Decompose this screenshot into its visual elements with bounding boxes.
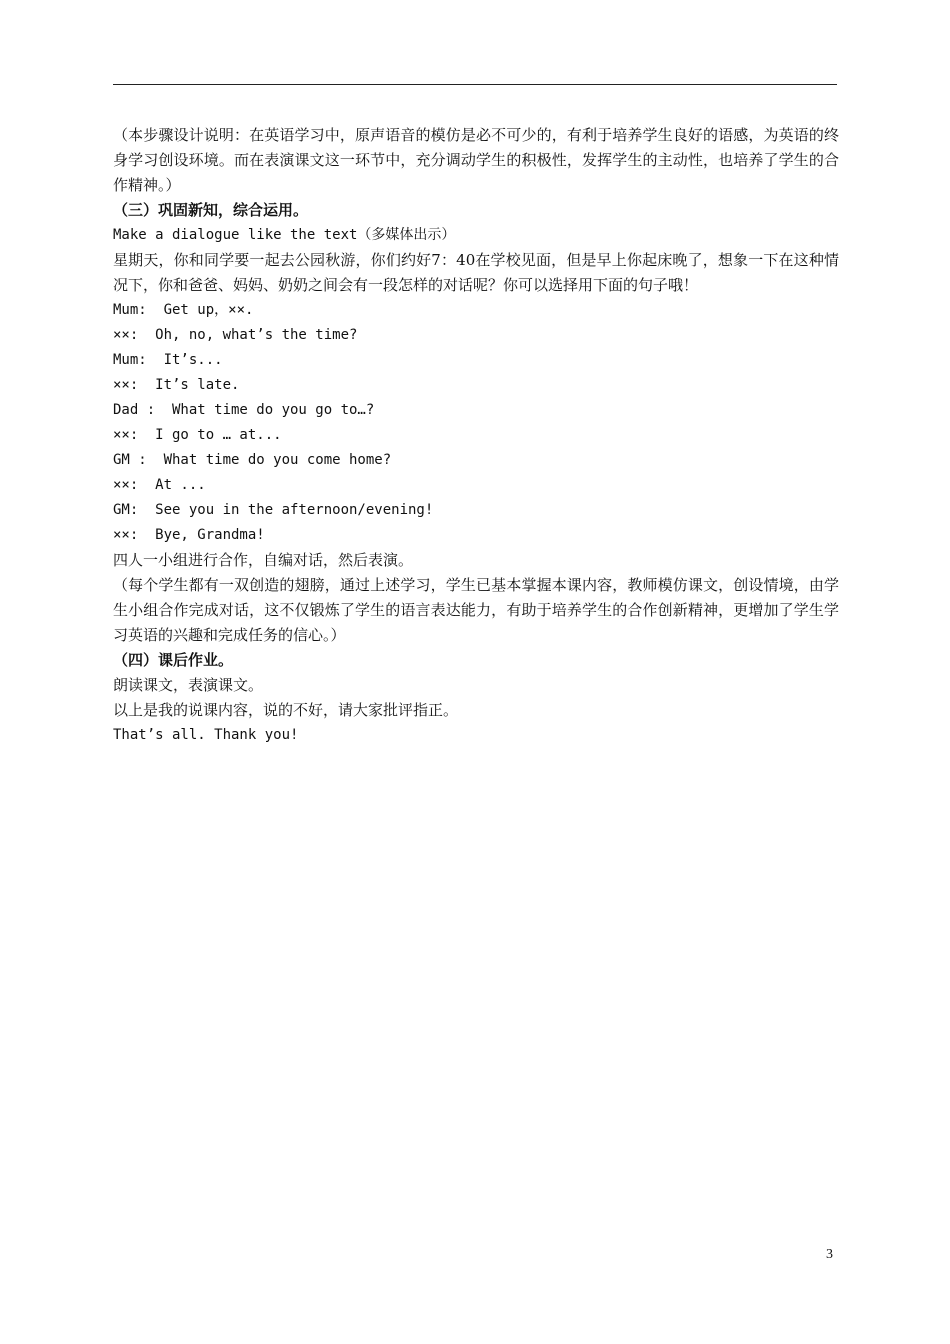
rationale-paragraph: （每个学生都有一双创造的翅膀，通过上述学习，学生已基本掌握本课内容，教师模仿课文，创设情境，由学生小组合作完成对话，这不仅锻炼了学生的语言表达能力，有助于培养学生的合作创新精神，更增加了学生学习英语的兴趣和完成任务的信心。）: [113, 576, 839, 644]
section-heading-consolidate: （三）巩固新知，综合运用。: [113, 201, 309, 219]
dialogue-line: ××: At ...: [113, 477, 206, 493]
page-number: 3: [826, 1247, 833, 1262]
dialogue-line: ××: I go to … at...: [113, 427, 282, 443]
task-instruction: Make a dialogue like the text（多媒体出示）: [113, 227, 456, 243]
dialogue-line: GM: See you in the afternoon/evening!: [113, 502, 434, 518]
scenario-paragraph: 星期天，你和同学要一起去公园秋游，你们约好7：40在学校见面，但是早上你起床晚了，想象一下在这种情况下，你和爸爸、妈妈、奶奶之间会有一段怎样的对话呢？你可以选择用下面的句子哦！: [113, 251, 839, 294]
document-body: [113, 123, 839, 748]
dialogue-line: ××: It’s late.: [113, 377, 240, 393]
closing-english-line: That’s all. Thank you!: [113, 727, 299, 743]
dialogue-line: Mum: Get up，××.: [113, 302, 254, 318]
header-rule: [113, 84, 837, 85]
dialogue-line: Dad : What time do you go to…?: [113, 402, 375, 418]
homework-paragraph: 朗读课文，表演课文。: [113, 676, 264, 694]
closing-paragraph: 以上是我的说课内容，说的不好，请大家批评指正。: [113, 701, 459, 719]
group-work-paragraph: 四人一小组进行合作，自编对话，然后表演。: [113, 551, 414, 569]
dialogue-line: ××: Bye, Grandma!: [113, 527, 265, 543]
dialogue-line: GM : What time do you come home?: [113, 452, 392, 468]
design-note-paragraph: （本步骤设计说明：在英语学习中，原声语音的模仿是必不可少的，有利于培养学生良好的语感，为英语的终身学习创设环境。而在表演课文这一环节中，充分调动学生的积极性，发挥学生的主动性，也培养了学生的合作精神。）: [113, 126, 839, 194]
dialogue-line: ××: Oh, no, what’s the time?: [113, 327, 358, 343]
dialogue-line: Mum: It’s...: [113, 352, 223, 368]
section-heading-homework: （四）课后作业。: [113, 651, 234, 669]
